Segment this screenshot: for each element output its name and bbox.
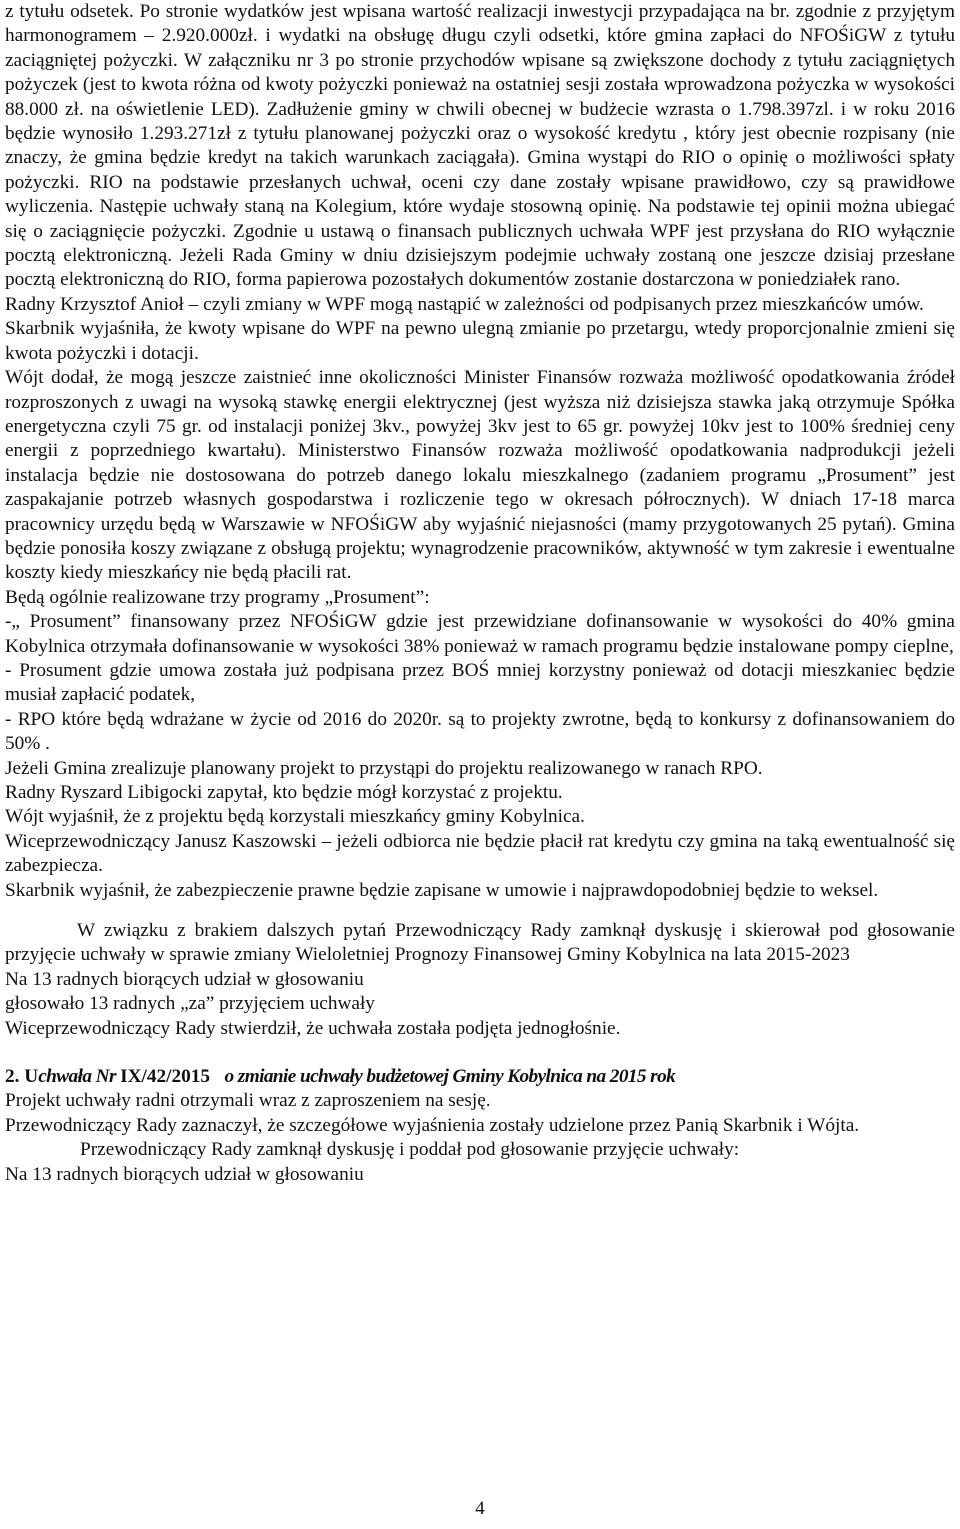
list-item-prosument-bos: - Prosument gdzie umowa została już podpisana przez BOŚ mniej korzystny ponieważ od dotacji mieszkaniec będzie musiał zapłacić podatek, [5,659,955,706]
paragraph-libigocki-question: Radny Ryszard Libigocki zapytał, kto będzie mógł korzystać z projektu. [5,782,563,803]
paragraph-vote-result: głosowało 13 radnych „za” przyjęciem uchwały [5,993,375,1015]
spacer [5,903,955,919]
paragraph-vote-conclusion: Wiceprzewodniczący Rady stwierdził, że uchwała została podjęta jednogłośnie. [5,1017,621,1039]
section-label: chwała Nr [38,1066,121,1088]
list-item-prosument-nfosigw: -„ Prosument” finansowany przez NFOŚiGW gdzie jest przewidziane dofinansowanie w wysokości do 40% gmina Kobylnica otrzymała dofinansowanie w wysokości 38% ponieważ w ramach programu będzie instalowane pompy cieplne, [5,611,955,657]
paragraph-kaszowski-question: Wiceprzewodniczący Janusz Kaszowski – jeżeli odbiorca nie będzie płacił rat kredytu czy gmina na taką ewentualność się zabezpiecza. [5,830,955,877]
paragraph-wpf-explanation: z tytułu odsetek. Po stronie wydatków jest wpisana wartość realizacji inwestycji przypadająca na br. zgodnie z przyjętym harmonogramem – 2.920.000zł. i wydatki na obsługę długu czyli odsetki, które gmina zapłaci do NFOŚiGW z tytułu zaciągniętej pożyczki. W załączniku nr 3 po stronie przychodów wpisane są zwiększone dochody z tytułu zaciągniętych pożyczek (jest to kwota różna od kwoty pożyczki ponieważ na ostatniej sesji została wprowadzona pożyczka w wysokości 88.000 zł. na oświetlenie LED). Zadłużenie gminy w chwili obecnej w budżecie wzrasta o 1.798.397zl. i w roku 2016 będzie wynosiło 1.293.271zł z tytułu planowanej pożyczki oraz o wysokość kredytu , który jest obecnie rozpisany (nie znaczy, że gmina będzie kredyt na takich warunkach zaciągała). Gmina wystąpi do RIO o opinię o możliwości spłaty pożyczki. RIO na podstawie przesłanych uchwał, oceni czy dane zostały wpisane prawidłowo, czy są prawidłowe wyliczenia. Następie uchwały staną na Kolegium, które wydaje stosowną opinię. Na podstawie tej opinii można ubiegać się o zaciągnięcie pożyczki. Zgodnie u ustawą o finansach publicznych uchwała WPF jest przysłana do RIO wyłącznie pocztą elektroniczną. Jeżeli Rada Gminy w dniu dzisiejszym podejmie uchwały zostaną one jeszcze dzisiaj przesłane pocztą elektroniczną do RIO, forma papierowa pozostałych dokumentów zostanie dostarczona w poniedziałek rano. [5,1,955,291]
paragraph-closing-discussion: W związku z brakiem dalszych pytań Przewodniczący Rady zamknął dyskusję i skierował pod głosowanie przyjęcie uchwały w sprawie zmiany Wieloletniej Prognozy Finansowej Gminy Kobylnica na lata 2015-2023 [5,920,955,966]
spacer [5,1041,955,1065]
document-page [5,0,955,1187]
paragraph-radny-aniol: Radny Krzysztof Anioł – czyli zmiany w WPF mogą nastąpić w zależności od podpisanych przez mieszkańców umów. [5,293,924,315]
paragraph-programy-intro: Będą ogólnie realizowane trzy programy „Prosument”: [5,586,430,608]
paragraph-wyjasnienia: Przewodniczący Rady zaznaczył, że szczegółowe wyjaśnienia zostały udzielone przez Panią Skarbnik i Wójta. [5,1114,860,1136]
paragraph-skarbnik-wpf: Skarbnik wyjaśniła, że kwoty wpisane do WPF na pewno ulegną zmianie po przetargu, wtedy proporcjonalnie zmieni się kwota pożyczki i dotacji. [5,318,955,364]
page-number: 4 [475,1498,485,1519]
resolution-number: IX/42/2015 [120,1066,211,1088]
section-number: 2. U [5,1066,39,1088]
paragraph-vote-count-2: Na 13 radnych biorących udział w głosowaniu [5,1163,364,1185]
paragraph-glosowanie: Przewodniczący Rady zamknął dyskusję i poddał pod głosowanie przyjęcie uchwały: [80,1139,740,1161]
paragraph-projekt-uchwaly: Projekt uchwały radni otrzymali wraz z zaproszeniem na sesję. [5,1090,491,1112]
paragraph-skarbnik-weksel: Skarbnik wyjaśnił, że zabezpieczenie prawne będzie zapisane w umowie i najprawdopodobniej będzie to weksel. [5,879,879,901]
list-item-rpo: - RPO które będą wdrażane w życie od 2016 do 2020r. są to projekty zwrotne, będą to konkursy z dofinansowaniem do 50% . [5,708,955,755]
section-heading-resolution [5,1065,955,1089]
paragraph-wojt-answer: Wójt wyjaśnił, że z projektu będą korzystali mieszkańcy gminy Kobylnica. [5,806,585,828]
paragraph-rpo-project: Jeżeli Gmina zrealizuje planowany projekt to przystąpi do projektu realizowanego w ranach RPO. [5,757,763,779]
resolution-subject: o zmianie uchwały budżetowej Gminy Kobylnica na 2015 rok [224,1066,676,1088]
paragraph-wojt-dodal: Wójt dodał, że mogą jeszcze zaistnieć inne okoliczności Minister Finansów rozważa możliwość opodatkowania źródeł rozproszonych z uwagi na wysoką stawkę energii elektrycznej (jest wyższa niż dzisiejsza stawka jaką otrzymuje Spółka energetyczna czyli 75 gr. od instalacji poniżej 3kv., powyżej 3kv jest to 65 gr. powyżej 10kv jest to 100% średniej ceny energii z poprzedniego kwartału). Ministerstwo Finansów rozważa możliwość opodatkowania nadprodukcji jeżeli instalacja będzie nie dostosowana do potrzeb danego lokalu mieszkalnego (zadaniem programu „Prosument” jest zaspakajanie potrzeb własnych gospodarstwa i rozliczenie tego w okresach półrocznych). W dniach 17-18 marca pracownicy urzędu będą w Warszawie w NFOŚiGW aby wyjaśnić niejasności (mamy przygotowanych 25 pytań). Gmina będzie ponosiła koszy związane z obsługą projektu; wynagrodzenie pracowników, aktywność w tym zakresie i ewentualne koszty kiedy mieszkańcy nie będą płacili rat. [5,367,955,584]
paragraph-vote-count: Na 13 radnych biorących udział w głosowaniu [5,968,364,990]
